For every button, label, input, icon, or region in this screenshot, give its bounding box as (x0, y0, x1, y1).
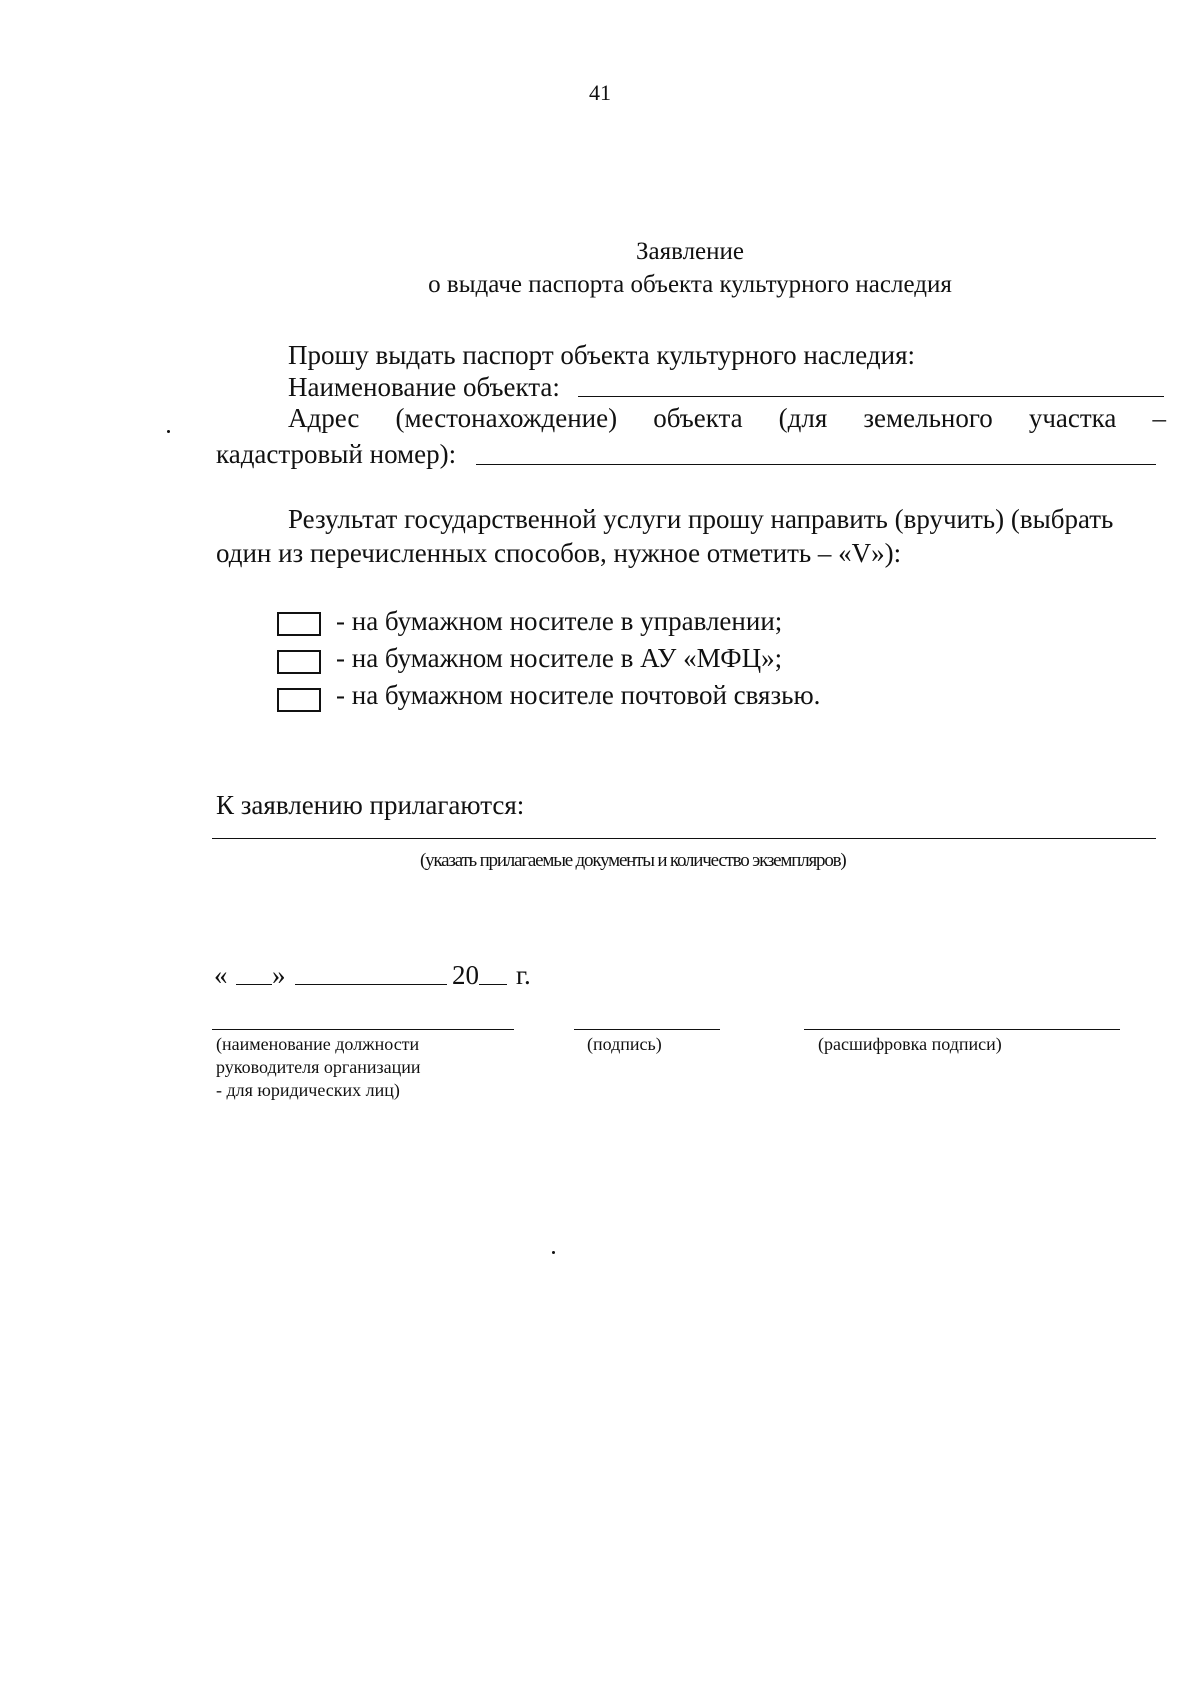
request-intro: Прошу выдать паспорт объекта культурного наследия: (288, 340, 915, 370)
attachments-label: К заявлению прилагаются: (216, 790, 525, 820)
position-caption-line-3: - для юридических лиц) (216, 1080, 400, 1100)
address-line (288, 403, 1166, 434)
page-number: 41 (589, 80, 611, 105)
object-name-field[interactable] (578, 396, 1164, 397)
position-field[interactable] (212, 1029, 514, 1030)
date-month-field[interactable] (295, 984, 447, 985)
signature-decoding-field[interactable] (804, 1029, 1120, 1030)
signature-caption: (подпись) (587, 1034, 662, 1054)
date-close-quote: » (272, 960, 286, 990)
address-word: – (1152, 403, 1166, 433)
address-word: (местонахождение) (395, 403, 618, 433)
object-name-label: Наименование объекта: (288, 372, 560, 402)
result-text-line-2: один из перечисленных способов, нужное отметить – «V»): (216, 538, 902, 568)
address-word: участка (1028, 403, 1117, 433)
cadastral-label: кадастровый номер): (216, 439, 457, 469)
option-checkbox-post[interactable] (277, 688, 321, 712)
signature-decoding-caption: (расшифровка подписи) (818, 1034, 1002, 1054)
option-checkbox-mfc[interactable] (277, 650, 321, 674)
scan-speck (552, 1251, 555, 1254)
document-title: Заявление (635, 238, 745, 265)
attachments-field[interactable] (212, 838, 1156, 839)
position-caption-line-1: (наименование должности (216, 1034, 420, 1054)
option-label-mfc: - на бумажном носителе в АУ «МФЦ»; (336, 643, 783, 673)
address-word: (для (778, 403, 828, 433)
address-word: Адрес (288, 403, 360, 433)
date-open-quote: « (214, 960, 228, 990)
signature-field[interactable] (574, 1029, 720, 1030)
option-checkbox-office[interactable] (277, 612, 321, 636)
date-year-prefix: 20 (452, 960, 479, 990)
date-year-field[interactable] (479, 984, 507, 985)
result-text-line-1: Результат государственной услуги прошу направить (вручить) (выбрать (288, 504, 1114, 534)
address-word: объекта (653, 403, 743, 433)
position-caption-line-2: руководителя организации (216, 1057, 421, 1077)
option-label-post: - на бумажном носителе почтовой связью. (336, 680, 821, 710)
date-day-field[interactable] (236, 984, 272, 985)
document-subtitle: о выдаче паспорта объекта культурного наследия (428, 271, 952, 298)
date-year-suffix: г. (516, 960, 531, 990)
address-word: земельного (863, 403, 993, 433)
scan-speck (167, 430, 170, 433)
cadastral-number-field[interactable] (476, 464, 1156, 465)
option-label-office: - на бумажном носителе в управлении; (336, 606, 783, 636)
attachments-caption: (указать прилагаемые документы и количество экземпляров) (420, 850, 846, 871)
